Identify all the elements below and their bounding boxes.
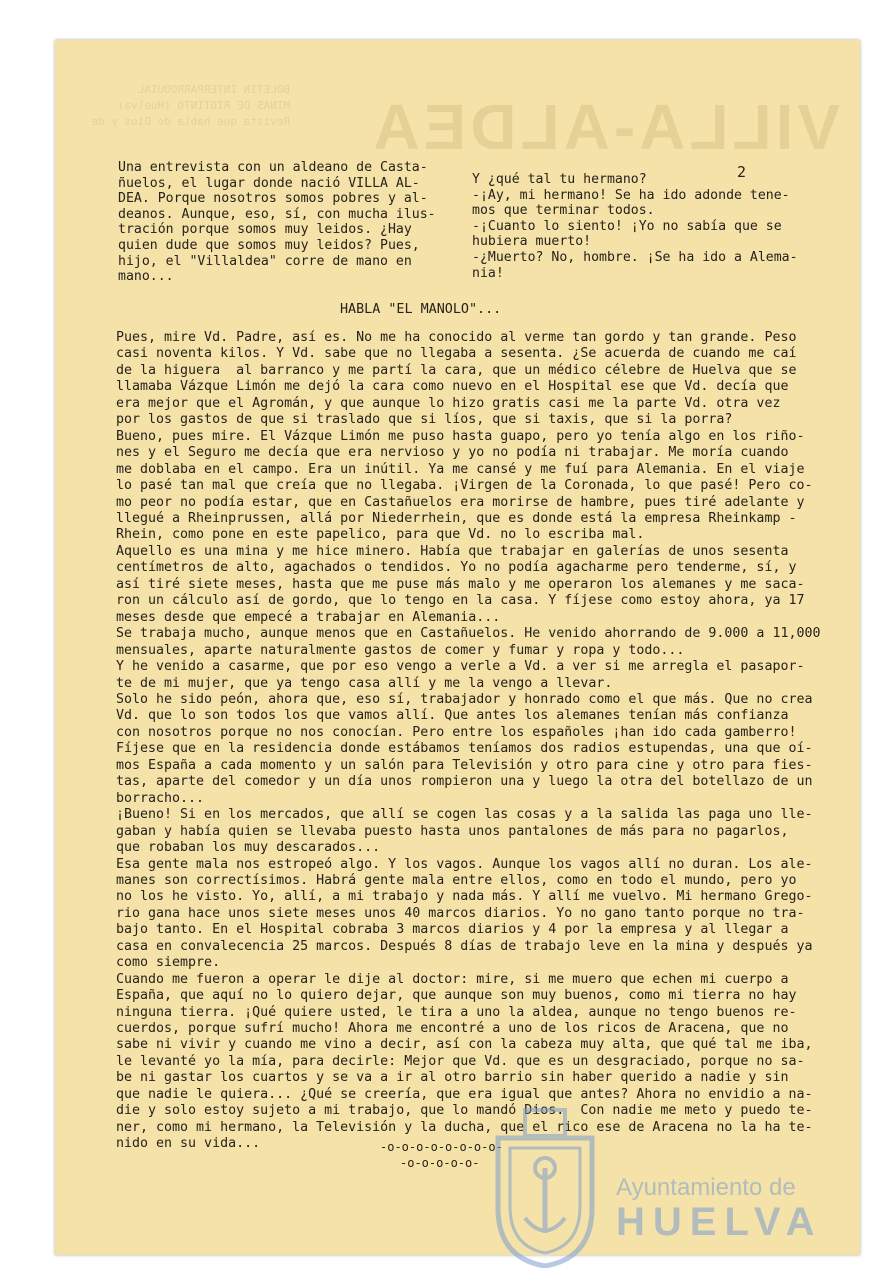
watermark-logo: [490, 1108, 823, 1268]
text-line: Bueno, pues mire. El Vázque Limón me puso hasta guapo, pero yo tenía algo en los riño-: [116, 428, 805, 444]
text-line: nido en su vida...: [116, 1136, 261, 1152]
bleed-line: Revista que habla de Dios y de: [91, 115, 290, 128]
text-line: Fíjese que en la residencia donde estábamos teníamos dos radios estupendas, una que oí-: [116, 741, 813, 757]
text-line: casa en convalecencia 25 marcos. Después 8 días de trabajo leve en la mina y después ya: [116, 938, 813, 954]
text-line: Y ¿qué tal tu hermano?: [472, 172, 647, 187]
text-line: Vd. que lo son todos los que vamos allí. Que antes los alemanes tenían más confianza: [116, 708, 789, 724]
text-line: era mejor que el Agromán, y que aunque lo hizo gratis casi me la parte Vd. otra vez: [116, 395, 781, 411]
article-heading: HABLA "EL MANOLO"...: [340, 302, 502, 317]
text-line: mos que terminar todos.: [472, 203, 655, 219]
text-line: te de mi mujer, que ya tengo casa allí y me la vengo a llevar.: [116, 675, 613, 691]
text-line: Aquello es una mina y me hice minero. Había que trabajar en galerías de unos sesenta: [116, 543, 789, 559]
text-line: que nadie le quiera... ¿Qué se creería, que era igual que antes? Ahora no envidio a na-: [116, 1086, 813, 1102]
text-line: llamaba Vázque Limón me dejó la cara como nuevo en el Hospital ese que Vd. decía que: [116, 379, 789, 395]
text-line: DEA. Porque nosotros somos pobres y al-: [118, 191, 428, 207]
text-line: rio gana hace unos siete meses unos 40 marcos diarios. Yo no gano tanto porque no tra-: [116, 905, 805, 921]
text-line: ner, como mi hermano, la Televisión y la ducha, que el rico ese de Aracena no la ha te-: [116, 1119, 813, 1135]
text-line: Cuando me fueron a operar le dije al doctor: mire, si me muero que echen mi cuerpo a: [116, 971, 789, 987]
text-line: le levanté yo la mía, para decirle: Mejor que Vd. que es un desgraciado, porque no sa-: [116, 1053, 805, 1069]
text-line: ¡Bueno! Si en los mercados, que allí se cogen las cosas y a la salida las paga uno lle-: [116, 807, 813, 823]
text-line: España, que aquí no lo quiero dejar, que aunque son muy buenos, como mi tierra no hay: [116, 988, 797, 1004]
text-line: ñuelos, el lugar donde nació VILLA AL-: [118, 175, 420, 191]
text-line: hijo, el "Villaldea" corre de mano en: [118, 253, 412, 269]
bleed-line: MINAS DE RIOTINTO (Huelva): [117, 99, 290, 112]
watermark-name: Ayuntamiento de: [616, 1174, 796, 1201]
text-line: sabe ni vivir y cuando me vino a decir, así con la cabeza muy alta, que qué tal me iba,: [116, 1037, 813, 1053]
text-line: mo peor no podía estar, que en Castañuelos era morirse de hambre, pues tiré adelante y: [116, 494, 805, 510]
text-line: be ni gastar los cuartos y se va a ir al otro barrio sin haber querido a nadie y sin: [116, 1070, 789, 1086]
text-line: nes y el Seguro me decía que era nervioso y yo no podía ni trabajar. Me moría cuando: [116, 445, 789, 461]
text-line: tración porque somos muy leidos. ¿Hay: [118, 222, 412, 238]
text-line: -¡Cuanto lo siento! ¡Yo no sabía que se: [472, 218, 782, 234]
text-line: ninguna tierra. ¡Qué quiere usted, le tira a uno la aldea, aunque no tengo buenos re-: [116, 1004, 797, 1020]
text-line: -¡Ay, mi hermano! Se ha ido adonde tene-: [472, 187, 790, 203]
bleed-line: BOLETIN INTERPARROQUIAL: [137, 83, 290, 96]
text-line: me doblaba en el campo. Era un inútil. Ya me cansé y me fuí para Alemania. En el viaje: [116, 461, 805, 477]
text-line: mensuales, aparte naturalmente gastos de comer y fumar y ropa y todo...: [116, 642, 685, 658]
text-line: manes son correctísimos. Habrá gente mala entre ellos, como en todo el mundo, pero yo: [116, 872, 797, 888]
text-line: Se trabaja mucho, aunque menos que en Castañuelos. He venido ahorrando de 9.000 a 11,000: [116, 626, 821, 642]
text-line: Una entrevista con un aldeano de Casta-: [118, 160, 428, 175]
text-line: llegué a Rheinprussen, allá por Niederrhein, que es donde está la empresa Rheinkamp -: [116, 510, 797, 526]
text-line: lo pasé tan mal que creía que no llegaba. ¡Virgen de la Coronada, lo que pasé! Pero co-: [116, 478, 813, 494]
text-line: quien dude que somos muy leidos? Pues,: [118, 237, 420, 253]
city-shield-icon: [490, 1108, 600, 1268]
intro-paragraph: [118, 160, 436, 285]
separator-line: -o-o-o-o-o-: [400, 1156, 480, 1170]
text-line: cuerdos, porque sufrí mucho! Ahora me encontré a uno de los ricos de Aracena, que no: [116, 1021, 789, 1037]
separator-line: -o-o-o-o-o-o-o-o-: [380, 1140, 503, 1154]
text-line: mano...: [118, 269, 174, 285]
text-line: de la higuera al barranco y me partí la cara, que un médico célebre de Huelva que se: [116, 362, 797, 378]
text-line: deanos. Aunque, eso, sí, con mucha ilus-: [118, 206, 436, 222]
text-line: die y solo estoy sujeto a mi trabajo, que lo mandó Dios. Con nadie me meto y puedo te-: [116, 1103, 813, 1119]
text-line: gaban y había quien se llevaba puesto hasta unos pantalones de más para no pagarlos,: [116, 823, 789, 839]
watermark-city: HUELVA: [616, 1200, 823, 1244]
text-line: no los he visto. Yo, allí, a mi trabajo y nada más. Y allí me vuelvo. Mi hermano Grego-: [116, 889, 813, 905]
text-line: por los gastos de que si traslado que si líos, que si taxis, que si la porra?: [116, 412, 733, 428]
text-line: así tiré siete meses, hasta que me puse más malo y me operaron los alemanes y me saca-: [116, 576, 805, 592]
text-line: hubiera muerto!: [472, 234, 592, 250]
text-line: borracho...: [116, 790, 205, 806]
text-line: con nosotros porque no nos conocían. Pero entre los españoles ¡han ido cada gamberro!: [116, 724, 797, 740]
text-line: -¿Muerto? No, hombre. ¡Se ha ido a Alema-: [472, 249, 798, 265]
text-line: como siempre.: [116, 955, 221, 971]
text-line: nia!: [472, 265, 504, 281]
text-line: Solo he sido peón, ahora que, eso sí, trabajador y honrado como el que más. Que no crea: [116, 691, 813, 707]
text-line: bajo tanto. En el Hospital cobraba 3 marcos diarios y 4 por la empresa y al llegar a: [116, 922, 789, 938]
text-line: Y he venido a casarme, que por eso vengo a verle a Vd. a ver si me arregla el pasapor-: [116, 659, 805, 675]
text-line: mos España a cada momento y un salón para Televisión y otro para cine y otro para fies-: [116, 757, 813, 773]
text-line: ron un cálculo así de gordo, que lo tengo en la casa. Y fíjese como estoy ahora, ya 17: [116, 593, 805, 609]
text-line: tas, aparte del comedor y un día unos rompieron una y luego la otra del botellazo de un: [116, 774, 813, 790]
text-line: que robaban los muy descarados...: [116, 840, 381, 856]
joke-paragraph: [472, 172, 798, 281]
text-line: Pues, mire Vd. Padre, así es. No me ha conocido al verme tan gordo y tan grande. Peso: [116, 330, 797, 345]
text-line: casi noventa kilos. Y Vd. sabe que no llegaba a sesenta. ¿Se acuerda de cuando me caí: [116, 346, 797, 362]
page-number: 2: [737, 163, 747, 181]
text-line: meses desde que empecé a trabajar en Alemania...: [116, 609, 501, 625]
text-line: centímetros de alto, agachados o tendidos. Yo no podía agacharme pero tenderme, sí, y: [116, 560, 797, 576]
text-line: Rhein, como pone en este papelico, para que Vd. no lo escriba mal.: [116, 527, 645, 543]
bleed-title: VILLA-ALDEA: [369, 91, 840, 163]
article-body: [116, 330, 820, 1153]
text-line: Esa gente mala nos estropeó algo. Y los vagos. Aunque los vagos allí no duran. Los ale-: [116, 856, 813, 872]
